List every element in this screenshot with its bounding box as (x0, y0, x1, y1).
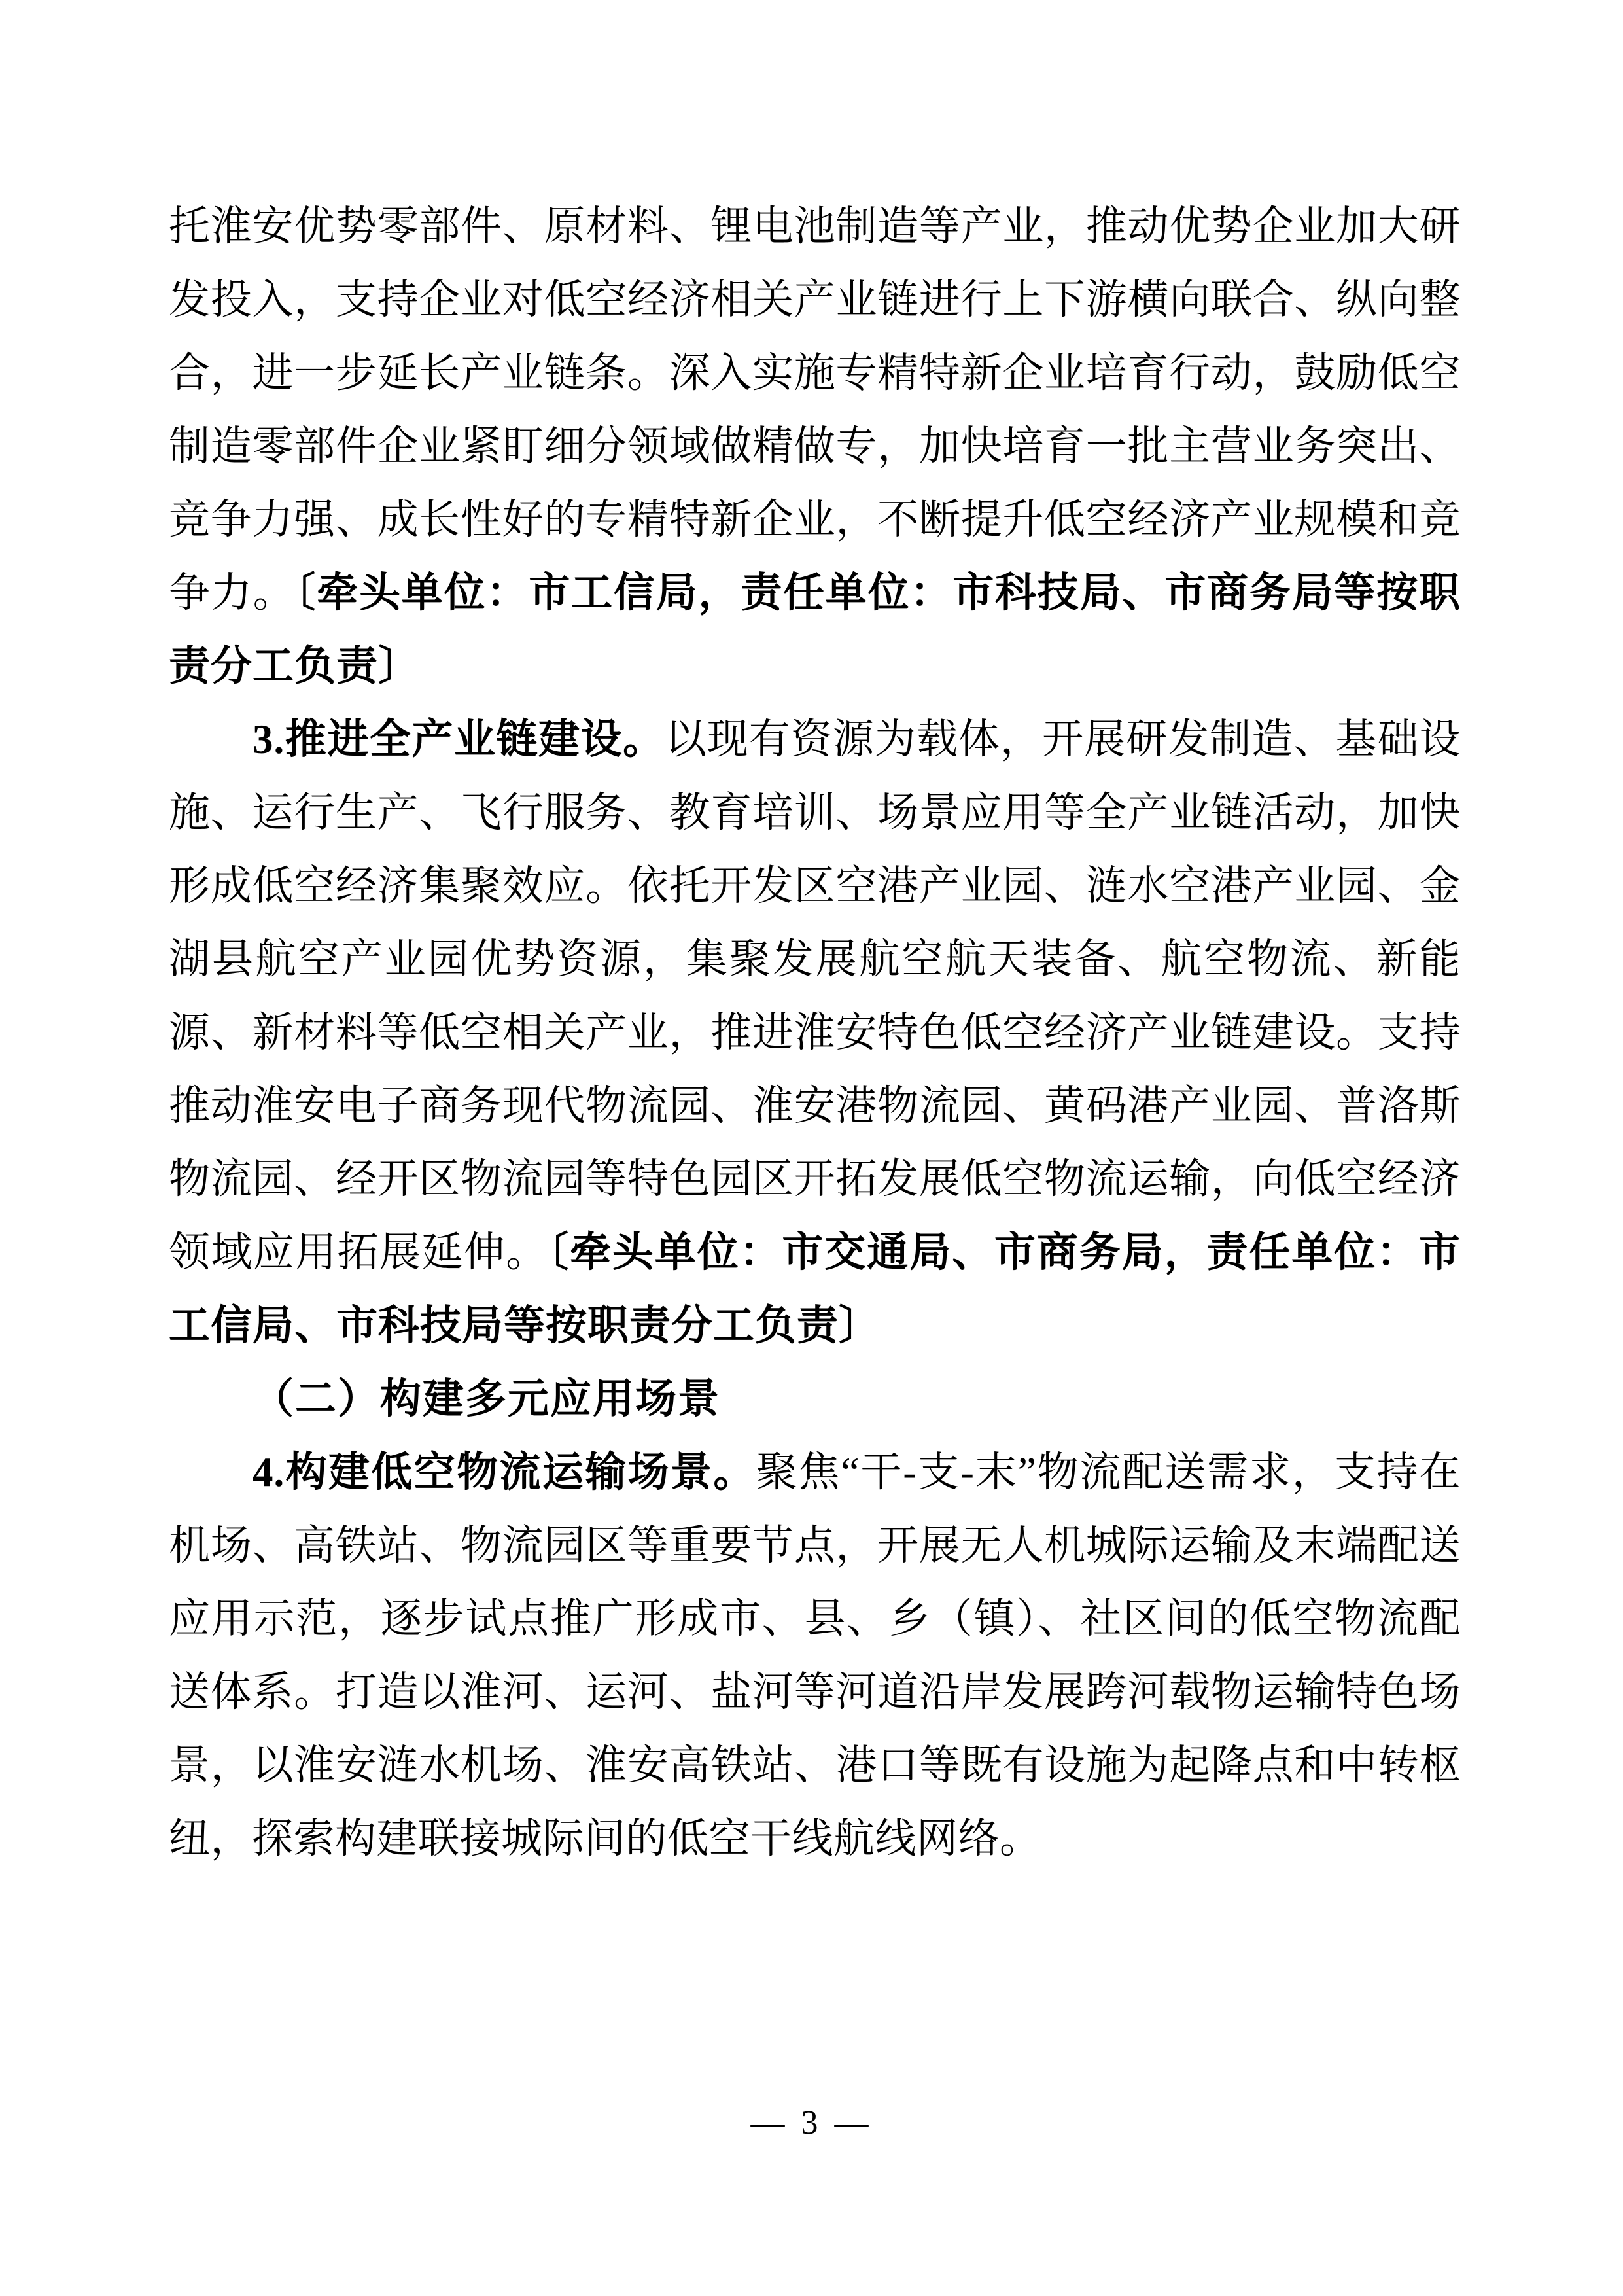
item-4-title: 4.构建低空物流运输场景。 (253, 1449, 756, 1495)
section-heading-two-text: （二）构建多元应用场景 (253, 1376, 720, 1422)
item-3-responsible-units-note: 〔牵头单位：市交通局、市商务局，责任单位：市工信局、市科技局等按职责分工负责〕 (169, 1229, 1461, 1349)
paragraph-item-3 (169, 703, 1461, 1362)
paragraph-industry-chain-continuation (169, 190, 1461, 703)
item-3-body: 以现有资源为载体，开展研发制造、基础设施、运行生产、飞行服务、教育培训、场景应用等全产业链活动，加快形成低空经济集聚效应。依托开发区空港产业园、涟水空港产业园、金湖县航空产业园优势资源，集聚发展航空航天装备、航空物流、新能源、新材料等低空相关产业，推进淮安特色低空经济产业链建设。支持推动淮安电子商务现代物流园、淮安港物流园、黄码港产业园、普洛斯物流园、经开区物流园等特色园区开拓发展低空物流运输，向低空经济领域应用拓展延伸。 (169, 716, 1461, 1275)
item-3-title: 3.推进全产业链建设。 (253, 716, 665, 762)
paragraph-item-4 (169, 1436, 1461, 1875)
responsible-units-note: 〔牵头单位：市工信局，责任单位：市科技局、市商务局等按职责分工负责〕 (169, 570, 1461, 689)
paragraph-run-text: 托淮安优势零部件、原材料、锂电池制造等产业，推动优势企业加大研发投入，支持企业对低空经济相关产业链进行上下游横向联合、纵向整合，进一步延长产业链条。深入实施专精特新企业培育行动，鼓励低空制造零部件企业紧盯细分领域做精做专，加快培育一批主营业务突出、竞争力强、成长性好的专精特新企业，不断提升低空经济产业规模和竞争力。 (169, 203, 1461, 616)
item-4-body: 聚焦“干-支-末”物流配送需求，支持在机场、高铁站、物流园区等重要节点，开展无人机城际运输及末端配送应用示范，逐步试点推广形成市、县、乡（镇）、社区间的低空物流配送体系。打造以淮河、运河、盐河等河道沿岸发展跨河载物运输特色场景，以淮安涟水机场、淮安高铁站、港口等既有设施为起降点和中转枢纽，探索构建联接城际间的低空干线航线网络。 (169, 1449, 1461, 1862)
section-heading-two (169, 1362, 1461, 1436)
document-body (169, 190, 1461, 1875)
page-number: — 3 — (750, 2104, 873, 2142)
